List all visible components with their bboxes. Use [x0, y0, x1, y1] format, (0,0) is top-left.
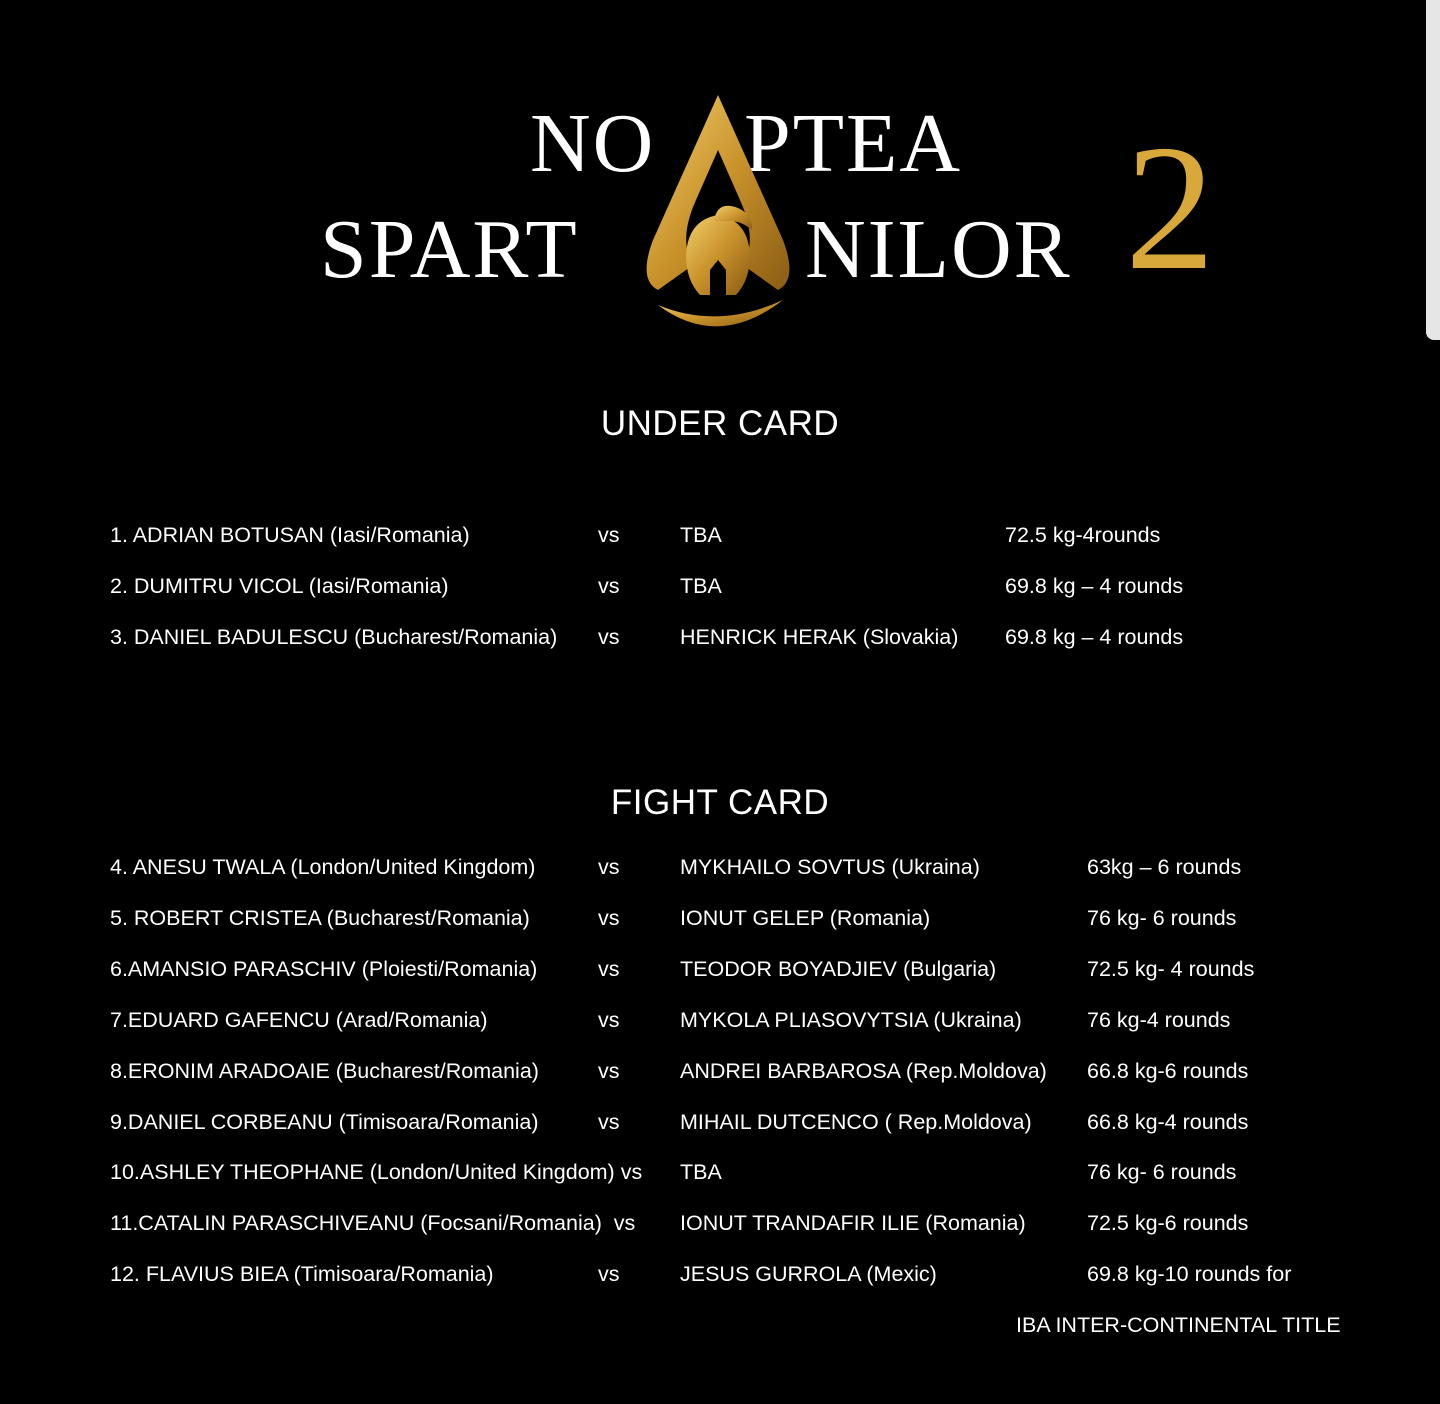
fighter-name: 6.AMANSIO PARASCHIV (Ploiesti/Romania): [110, 957, 538, 981]
weight-rounds: 76 kg- 6 rounds: [1087, 906, 1237, 930]
opponent-name: IONUT TRANDAFIR ILIE (Romania): [680, 1211, 1026, 1235]
opponent-name: MIHAIL DUTCENCO ( Rep.Moldova): [680, 1110, 1032, 1134]
vs-label: vs: [598, 574, 620, 598]
weight-rounds: 69.8 kg – 4 rounds: [1005, 625, 1184, 649]
vs-label: vs: [598, 523, 620, 547]
weight-rounds: 72.5 kg-4rounds: [1005, 523, 1161, 547]
vs-label: vs: [598, 1008, 620, 1032]
opponent-name: MYKOLA PLIASOVYTSIA (Ukraina): [680, 1008, 1022, 1032]
bout-row: [0, 902, 1420, 934]
fighter-name: 7.EDUARD GAFENCU (Arad/Romania): [110, 1008, 488, 1032]
opponent-name: JESUS GURROLA (Mexic): [680, 1262, 937, 1286]
fighter-name: 4. ANESU TWALA (London/United Kingdom): [110, 855, 536, 879]
vs-label: vs: [598, 855, 620, 879]
vs-label: vs: [598, 957, 620, 981]
opponent-name: ANDREI BARBAROSA (Rep.Moldova): [680, 1059, 1047, 1083]
bout-row: [0, 1207, 1420, 1239]
spartan-helmet-emblem-icon: [618, 90, 818, 340]
under-card-title: UNDER CARD: [600, 404, 840, 443]
bout-row: [0, 1258, 1420, 1290]
bout-row: [0, 1156, 1420, 1188]
opponent-name: TBA: [680, 1160, 722, 1184]
event-logo: [300, 90, 1260, 350]
logo-text-spartanilor-left: SPART: [320, 203, 579, 296]
fighter-name: 9.DANIEL CORBEANU (Timisoara/Romania): [110, 1110, 539, 1134]
weight-rounds: 69.8 kg-10 rounds for: [1087, 1262, 1292, 1286]
weight-rounds: 76 kg- 6 rounds: [1087, 1160, 1237, 1184]
fighter-name: 11.CATALIN PARASCHIVEANU (Focsani/Romania) vs: [110, 1211, 636, 1235]
opponent-name: IONUT GELEP (Romania): [680, 906, 931, 930]
logo-text-noptea-right: PTEA: [744, 97, 962, 190]
fighter-name: 2. DUMITRU VICOL (Iasi/Romania): [110, 574, 449, 598]
bout-row: [0, 1055, 1420, 1087]
opponent-name: HENRICK HERAK (Slovakia): [680, 625, 959, 649]
bout-row: [0, 851, 1420, 883]
bout-row: [0, 1004, 1420, 1036]
bout-row: [0, 1106, 1420, 1138]
weight-rounds: 72.5 kg-6 rounds: [1087, 1211, 1249, 1235]
bout-row: [0, 519, 1420, 551]
fighter-name: 5. ROBERT CRISTEA (Bucharest/Romania): [110, 906, 530, 930]
title-fight-note: IBA INTER-CONTINENTAL TITLE: [1016, 1313, 1341, 1337]
opponent-name: MYKHAILO SOVTUS (Ukraina): [680, 855, 980, 879]
logo-number: 2: [1125, 108, 1215, 307]
vs-label: vs: [598, 1110, 620, 1134]
vs-label: vs: [598, 1262, 620, 1286]
weight-rounds: 66.8 kg-6 rounds: [1087, 1059, 1249, 1083]
weight-rounds: 63kg – 6 rounds: [1087, 855, 1242, 879]
fighter-name: 8.ERONIM ARADOAIE (Bucharest/Romania): [110, 1059, 539, 1083]
bout-row: [0, 621, 1420, 653]
fighter-name: 10.ASHLEY THEOPHANE (London/United Kingdom) vs: [110, 1160, 643, 1184]
fight-card-title: FIGHT CARD: [610, 783, 830, 822]
opponent-name: TBA: [680, 574, 722, 598]
scrollbar-thumb[interactable]: [1426, 0, 1440, 340]
weight-rounds: 66.8 kg-4 rounds: [1087, 1110, 1249, 1134]
bout-row: [0, 570, 1420, 602]
bout-row: [0, 953, 1420, 985]
vs-label: vs: [598, 1059, 620, 1083]
weight-rounds: 76 kg-4 rounds: [1087, 1008, 1231, 1032]
weight-rounds: 69.8 kg – 4 rounds: [1005, 574, 1184, 598]
vs-label: vs: [598, 906, 620, 930]
weight-rounds: 72.5 kg- 4 rounds: [1087, 957, 1255, 981]
logo-text-noptea-left: NO: [530, 97, 656, 190]
logo-text-spartanilor-right: NILOR: [805, 203, 1072, 296]
fighter-name: 3. DANIEL BADULESCU (Bucharest/Romania): [110, 625, 558, 649]
fighter-name: 1. ADRIAN BOTUSAN (Iasi/Romania): [110, 523, 470, 547]
vs-label: vs: [598, 625, 620, 649]
opponent-name: TEODOR BOYADJIEV (Bulgaria): [680, 957, 997, 981]
opponent-name: TBA: [680, 523, 722, 547]
fighter-name: 12. FLAVIUS BIEA (Timisoara/Romania): [110, 1262, 494, 1286]
